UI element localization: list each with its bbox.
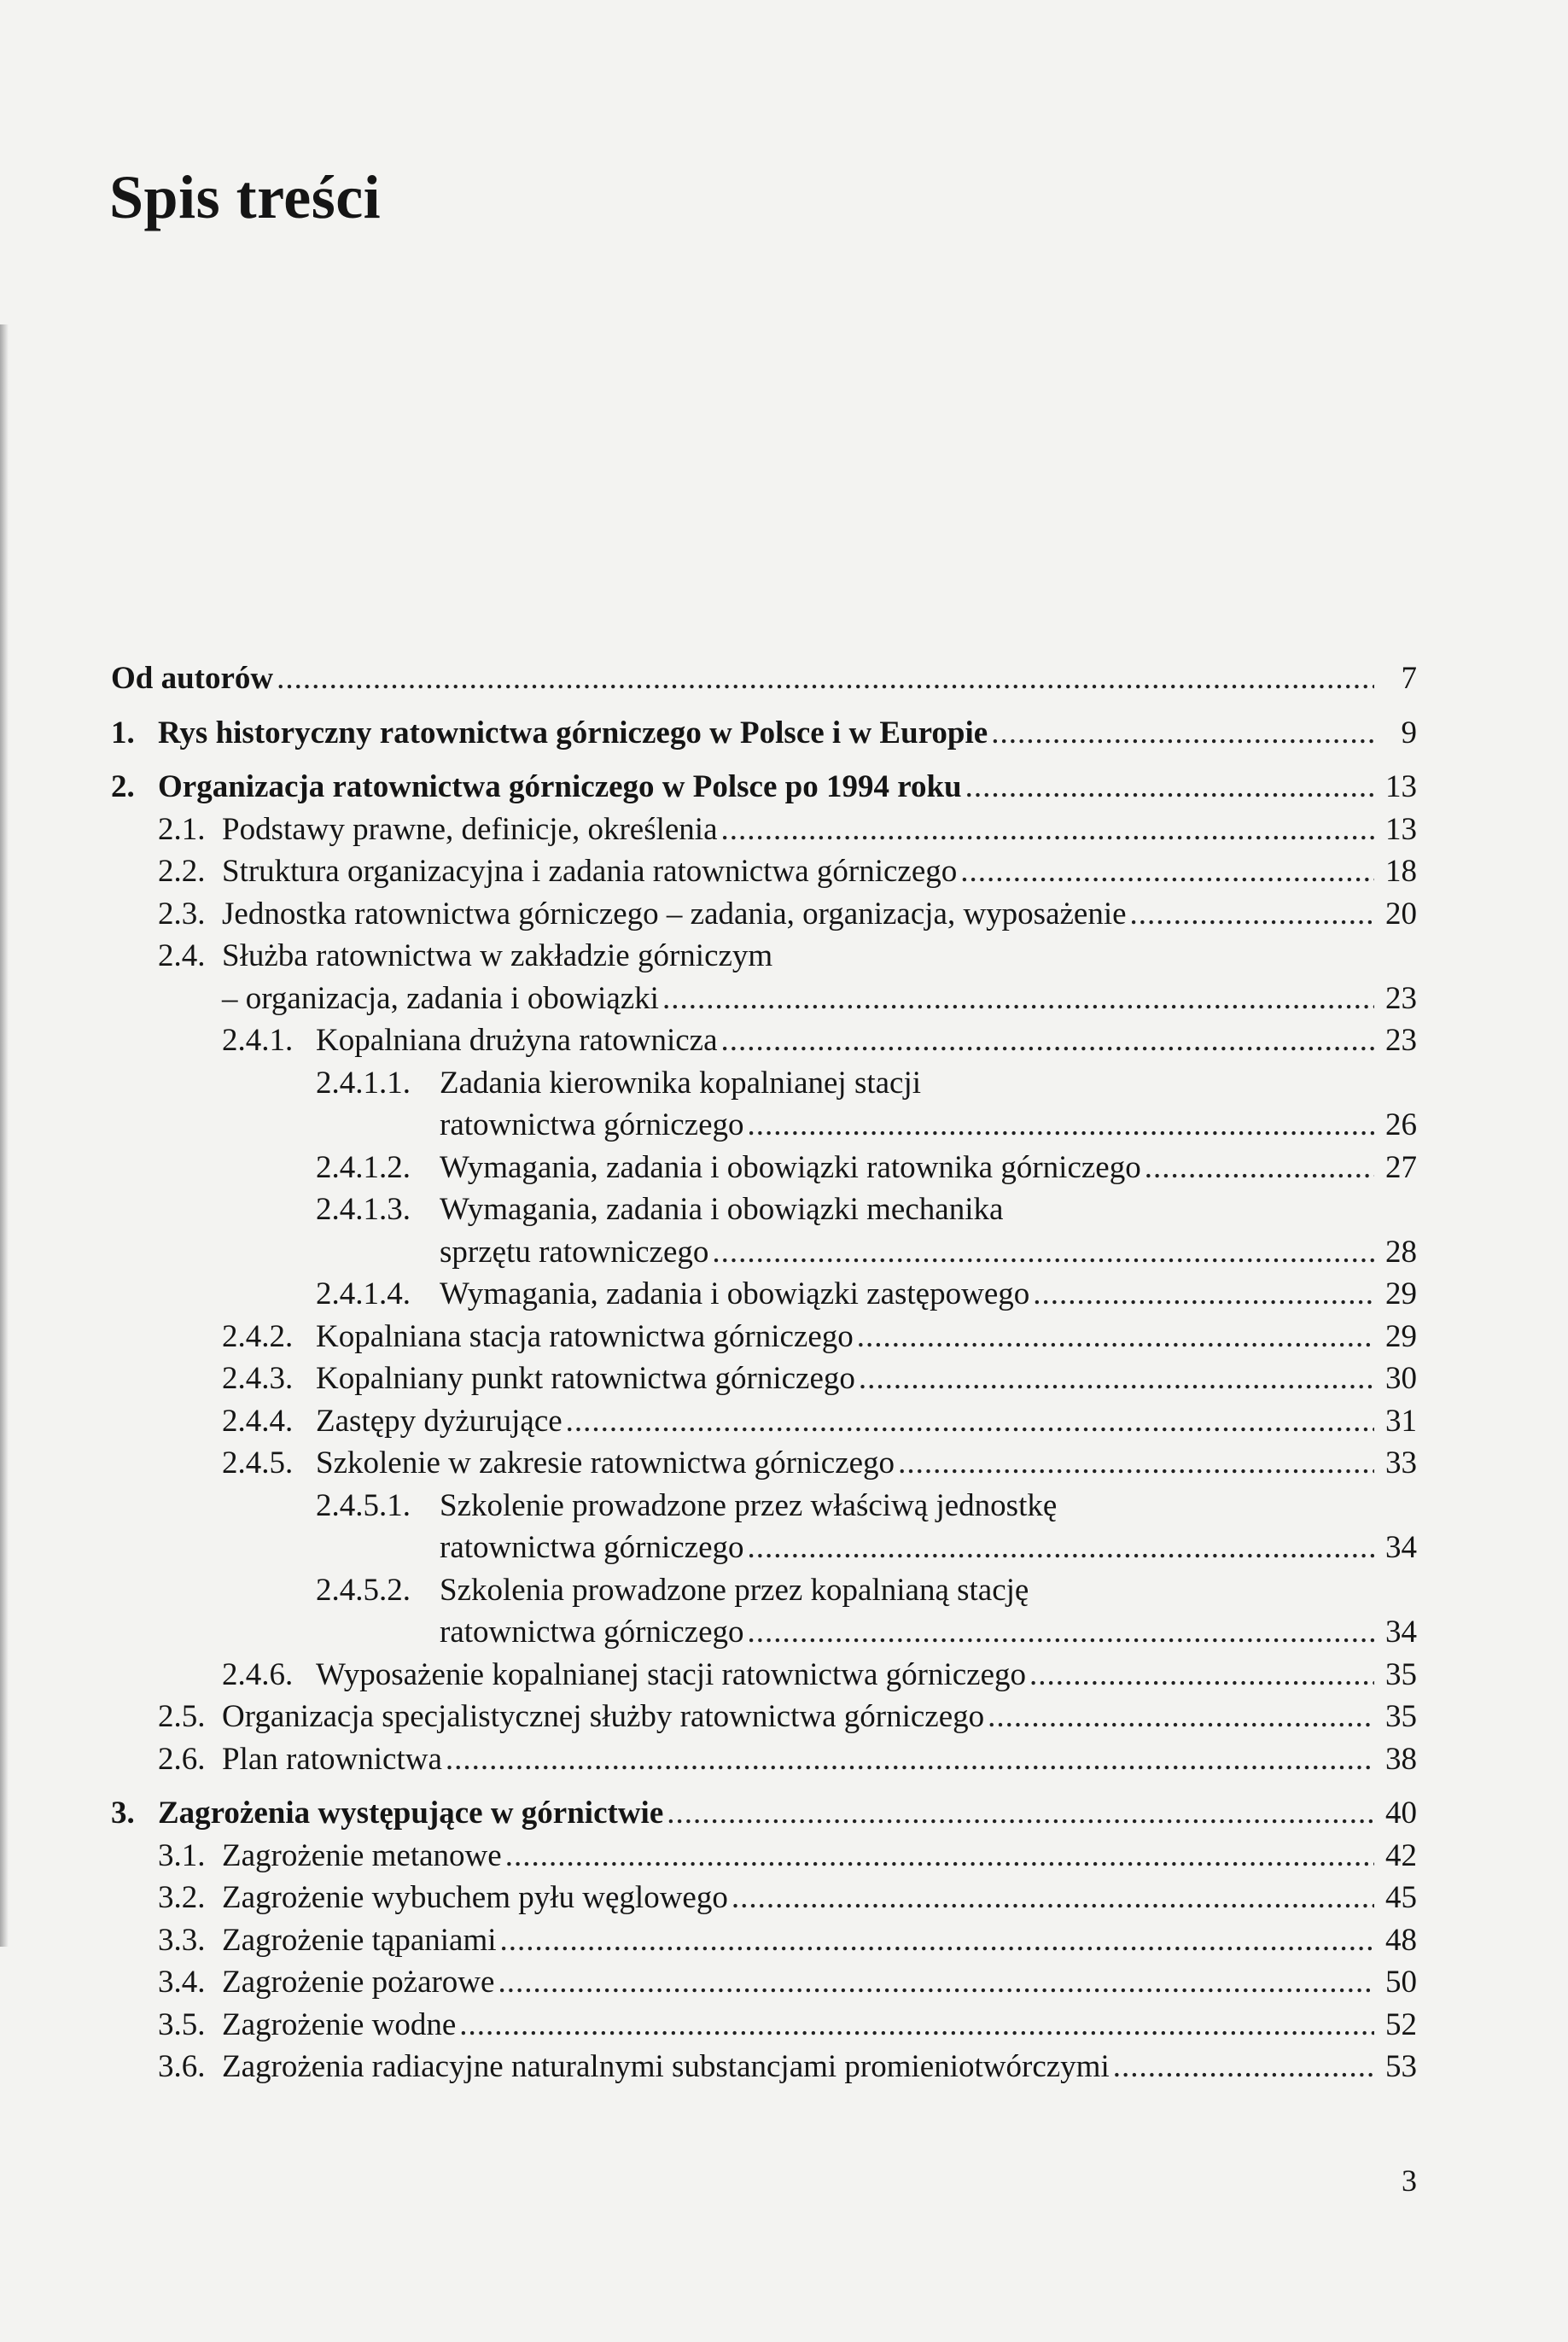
toc-entry-number: 2.5. <box>158 1699 206 1734</box>
toc-entry-title: Szkolenie w zakresie ratownictwa górniczego <box>316 1445 895 1481</box>
toc-entry-title: sprzętu ratowniczego <box>440 1234 709 1270</box>
toc-entry-title: Wymagania, zadania i obowiązki zastępowego <box>440 1276 1030 1311</box>
toc-entry[interactable] <box>111 766 1417 809</box>
table-of-contents <box>111 657 1417 2088</box>
toc-entry-page: 34 <box>1385 1615 1417 1650</box>
toc-entry-number: 2.4.1. <box>222 1023 294 1058</box>
toc-entry-title: Zadania kierownika kopalnianej stacji <box>440 1065 922 1101</box>
toc-entry-page: 20 <box>1385 896 1417 932</box>
toc-entry-page: 52 <box>1385 2006 1417 2042</box>
toc-entry-page: 31 <box>1385 1403 1417 1439</box>
toc-entry-label-wrap <box>316 1316 1374 1358</box>
toc-entry-number: 2.2. <box>158 854 206 889</box>
toc-entry-label-wrap <box>222 893 1374 936</box>
toc-entry-label-wrap <box>158 712 1374 755</box>
toc-entry-number: 2.4.5. <box>222 1445 294 1481</box>
toc-dot-leader <box>748 1611 1375 1654</box>
toc-entry-number: 2.4.3. <box>222 1361 294 1396</box>
toc-entry-page: 26 <box>1385 1107 1417 1142</box>
toc-entry-title: Rys historyczny ratownictwa górniczego w Polsce i w Europie <box>158 715 988 750</box>
toc-entry-title: Od autorów <box>111 661 274 696</box>
toc-dot-leader <box>277 657 1374 700</box>
toc-entry-number: 2.4.5.1. <box>316 1487 411 1523</box>
toc-entry-label-wrap <box>222 1738 1374 1781</box>
page-edge-shadow <box>0 324 9 1947</box>
toc-entry-label-wrap <box>316 1019 1374 1062</box>
toc-entry[interactable] <box>111 1792 1417 1835</box>
toc-entry-label-wrap <box>316 1654 1374 1697</box>
toc-dot-leader <box>498 1961 1374 2004</box>
toc-entry-label-wrap <box>111 657 1374 700</box>
toc-entry-page: 34 <box>1385 1530 1417 1565</box>
toc-entry[interactable] <box>111 1231 1417 1274</box>
toc-entry-title: Zagrożenie wybuchem pyłu węglowego <box>222 1880 728 1915</box>
toc-entry-title: Zagrożenie pożarowe <box>222 1965 495 2000</box>
toc-entry-number: 2.4.5.2. <box>316 1572 411 1608</box>
toc-dot-leader <box>721 809 1374 851</box>
toc-entry-number: 2.4.1.2. <box>316 1149 411 1185</box>
toc-entry-title: Wyposażenie kopalnianej stacji ratownictwa górniczego <box>316 1656 1026 1692</box>
toc-entry-page: 18 <box>1385 854 1417 889</box>
toc-entry-number: 2.4.1.3. <box>316 1192 411 1227</box>
toc-entry-page: 13 <box>1385 769 1417 804</box>
toc-entry-page: 50 <box>1385 1965 1417 2000</box>
toc-entry-page: 29 <box>1385 1276 1417 1311</box>
page-number: 3 <box>1402 2164 1417 2198</box>
toc-entry-label-wrap <box>440 1485 1374 1527</box>
toc-entry-title: Służba ratownictwa w zakładzie górniczym <box>222 938 773 973</box>
toc-entry-label-wrap <box>222 1877 1374 1919</box>
toc-entry-label-wrap <box>222 1835 1374 1878</box>
toc-dot-leader <box>898 1442 1374 1485</box>
toc-entry-title: Struktura organizacyjna i zadania ratownictwa górniczego <box>222 854 958 889</box>
toc-dot-leader <box>1145 1147 1374 1189</box>
toc-entry[interactable] <box>111 850 1417 893</box>
toc-entry[interactable] <box>111 1400 1417 1443</box>
page-title: Spis treści <box>109 163 382 231</box>
toc-dot-leader <box>732 1877 1374 1919</box>
toc-entry-page: 33 <box>1385 1445 1417 1481</box>
toc-entry[interactable] <box>111 1919 1417 1962</box>
toc-entry-title: Szkolenie prowadzone przez właściwą jednostkę <box>440 1487 1058 1523</box>
toc-entry-title: Organizacja specjalistycznej służby ratownictwa górniczego <box>222 1699 985 1734</box>
toc-entry-label-wrap <box>440 1062 1374 1105</box>
toc-dot-leader <box>662 978 1374 1020</box>
toc-entry-label-wrap <box>440 1231 1374 1274</box>
toc-entry-title: Jednostka ratownictwa górniczego – zadania, organizacja, wyposażenie <box>222 896 1127 932</box>
toc-entry-number: 3.4. <box>158 1965 206 2000</box>
toc-entry-page: 29 <box>1385 1318 1417 1354</box>
toc-dot-leader <box>566 1400 1374 1443</box>
toc-dot-leader <box>667 1792 1374 1835</box>
toc-entry-label-wrap <box>316 1400 1374 1443</box>
toc-entry[interactable] <box>111 1877 1417 1919</box>
toc-entry[interactable] <box>111 1696 1417 1738</box>
toc-dot-leader <box>446 1738 1374 1781</box>
toc-entry-title: Szkolenia prowadzone przez kopalnianą stację <box>440 1572 1029 1608</box>
toc-entry-title: ratownictwa górniczego <box>440 1615 744 1650</box>
toc-entry-number: 1. <box>111 715 135 750</box>
toc-entry-label-wrap <box>222 2046 1374 2088</box>
toc-entry-title: Zagrożenia występujące w górnictwie <box>158 1796 664 1831</box>
toc-entry-number: 3.2. <box>158 1880 206 1915</box>
toc-dot-leader <box>459 2004 1374 2047</box>
toc-entry[interactable] <box>111 809 1417 851</box>
toc-entry[interactable] <box>111 1358 1417 1400</box>
toc-entry[interactable] <box>111 1189 1417 1231</box>
toc-entry-title: ratownictwa górniczego <box>440 1107 744 1142</box>
toc-entry-label-wrap <box>440 1527 1374 1569</box>
toc-entry-label-wrap <box>222 809 1374 851</box>
toc-dot-leader <box>859 1358 1374 1400</box>
toc-entry-title: Wymagania, zadania i obowiązki mechanika <box>440 1192 1004 1227</box>
toc-entry-number: 2.4.2. <box>222 1318 294 1354</box>
toc-entry[interactable] <box>111 1835 1417 1878</box>
toc-entry-page: 45 <box>1385 1880 1417 1915</box>
toc-entry[interactable] <box>111 1527 1417 1569</box>
toc-dot-leader <box>500 1919 1374 1962</box>
toc-dot-leader <box>712 1231 1374 1274</box>
toc-entry-number: 2.3. <box>158 896 206 932</box>
toc-entry-page: 27 <box>1385 1149 1417 1185</box>
toc-entry[interactable] <box>111 935 1417 978</box>
toc-entry[interactable] <box>111 1485 1417 1527</box>
toc-dot-leader <box>988 1696 1374 1738</box>
toc-entry-page: 35 <box>1385 1656 1417 1692</box>
toc-entry[interactable] <box>111 1611 1417 1654</box>
toc-entry[interactable] <box>111 1442 1417 1485</box>
toc-entry[interactable] <box>111 1569 1417 1612</box>
toc-entry-label-wrap <box>440 1189 1374 1231</box>
toc-entry[interactable] <box>111 1062 1417 1105</box>
toc-entry[interactable] <box>111 1961 1417 2004</box>
toc-entry-number: 2. <box>111 769 135 804</box>
toc-entry-page: 40 <box>1385 1796 1417 1831</box>
toc-entry-page: 35 <box>1385 1699 1417 1734</box>
toc-entry-title: Kopalniana stacja ratownictwa górniczego <box>316 1318 854 1354</box>
toc-dot-leader <box>857 1316 1374 1358</box>
toc-entry-title: Zagrożenie wodne <box>222 2006 457 2042</box>
toc-entry-label-wrap <box>440 1273 1374 1316</box>
toc-entry-label-wrap <box>158 1792 1374 1835</box>
toc-entry[interactable] <box>111 1019 1417 1062</box>
toc-entry-number: 2.4. <box>158 938 206 973</box>
toc-dot-leader <box>965 766 1374 809</box>
toc-entry-label-wrap <box>222 935 1374 978</box>
toc-entry-label-wrap <box>222 1961 1374 2004</box>
toc-entry-number: 2.6. <box>158 1741 206 1777</box>
toc-entry-label-wrap <box>222 1919 1374 1962</box>
toc-entry[interactable] <box>111 978 1417 1020</box>
toc-dot-leader <box>1029 1654 1374 1697</box>
toc-entry-page: 28 <box>1385 1234 1417 1270</box>
toc-entry-label-wrap <box>316 1358 1374 1400</box>
toc-entry-number: 3.3. <box>158 1922 206 1958</box>
toc-entry[interactable] <box>111 657 1417 700</box>
toc-entry[interactable] <box>111 1104 1417 1147</box>
toc-entry[interactable] <box>111 893 1417 936</box>
toc-entry-number: 2.4.1.1. <box>316 1065 411 1101</box>
toc-entry[interactable] <box>111 1654 1417 1697</box>
toc-entry-title: Kopalniana drużyna ratownicza <box>316 1023 718 1058</box>
toc-entry[interactable] <box>111 712 1417 755</box>
toc-dot-leader <box>1113 2046 1374 2088</box>
toc-entry-title: Plan ratownictwa <box>222 1741 442 1777</box>
toc-entry[interactable] <box>111 1316 1417 1358</box>
toc-entry-label-wrap <box>440 1569 1374 1612</box>
toc-entry-label-wrap <box>222 1696 1374 1738</box>
toc-entry-page: 38 <box>1385 1741 1417 1777</box>
toc-entry-number: 3.6. <box>158 2049 206 2084</box>
toc-entry-title: Organizacja ratownictwa górniczego w Polsce po 1994 roku <box>158 769 962 804</box>
toc-dot-leader <box>748 1527 1375 1569</box>
toc-entry-page: 42 <box>1385 1837 1417 1873</box>
toc-entry-number: 3. <box>111 1796 135 1831</box>
toc-entry-title: Kopalniany punkt ratownictwa górniczego <box>316 1361 855 1396</box>
toc-entry-page: 53 <box>1385 2049 1417 2084</box>
toc-entry[interactable] <box>111 2004 1417 2047</box>
toc-entry-number: 2.4.4. <box>222 1403 294 1439</box>
toc-entry-label-wrap <box>440 1104 1374 1147</box>
toc-entry-title: Zagrożenie tąpaniami <box>222 1922 497 1958</box>
toc-entry-number: 2.4.6. <box>222 1656 294 1692</box>
toc-dot-leader <box>1130 893 1374 936</box>
toc-entry-page: 23 <box>1385 980 1417 1016</box>
toc-entry-title: Zastępy dyżurujące <box>316 1403 562 1439</box>
toc-entry-label-wrap <box>440 1611 1374 1654</box>
toc-entry-page: 7 <box>1401 661 1417 696</box>
toc-dot-leader <box>960 850 1374 893</box>
toc-entry[interactable] <box>111 1738 1417 1781</box>
toc-dot-leader <box>748 1104 1375 1147</box>
toc-entry-title: Wymagania, zadania i obowiązki ratownika górniczego <box>440 1149 1141 1185</box>
toc-entry-title: Zagrożenia radiacyjne naturalnymi substancjami promieniotwórczymi <box>222 2049 1110 2084</box>
toc-entry-number: 3.1. <box>158 1837 206 1873</box>
toc-entry-title: ratownictwa górniczego <box>440 1530 744 1565</box>
toc-dot-leader <box>991 712 1374 755</box>
toc-entry[interactable] <box>111 1147 1417 1189</box>
toc-entry-label-wrap <box>222 2004 1374 2047</box>
toc-entry-number: 2.4.1.4. <box>316 1276 411 1311</box>
toc-entry-label-wrap <box>440 1147 1374 1189</box>
toc-entry-label-wrap <box>316 1442 1374 1485</box>
toc-entry-title: Podstawy prawne, definicje, określenia <box>222 811 718 847</box>
toc-entry-page: 48 <box>1385 1922 1417 1958</box>
toc-entry-label-wrap <box>222 978 1374 1020</box>
toc-entry[interactable] <box>111 2046 1417 2088</box>
toc-entry-title: – organizacja, zadania i obowiązki <box>222 980 659 1016</box>
toc-entry-page: 9 <box>1401 715 1417 750</box>
toc-entry-number: 3.5. <box>158 2006 206 2042</box>
toc-entry[interactable] <box>111 1273 1417 1316</box>
toc-dot-leader <box>505 1835 1374 1878</box>
toc-entry-page: 30 <box>1385 1361 1417 1396</box>
toc-entry-label-wrap <box>158 766 1374 809</box>
toc-entry-title: Zagrożenie metanowe <box>222 1837 502 1873</box>
toc-dot-leader <box>1033 1273 1374 1316</box>
toc-entry-page: 23 <box>1385 1023 1417 1058</box>
toc-entry-label-wrap <box>222 850 1374 893</box>
toc-dot-leader <box>721 1019 1374 1062</box>
toc-entry-number: 2.1. <box>158 811 206 847</box>
toc-entry-page: 13 <box>1385 811 1417 847</box>
